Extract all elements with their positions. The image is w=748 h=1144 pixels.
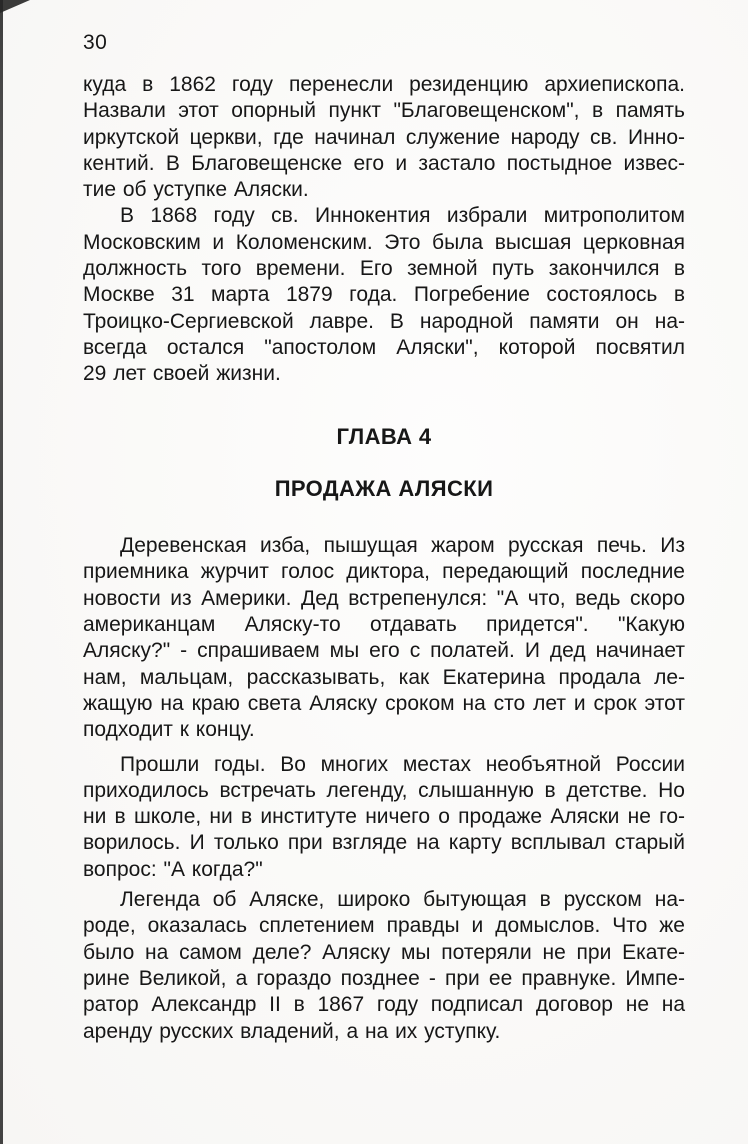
paragraph-line: Деревенская изба, пышущая жаром русская печь. Из: [120, 534, 685, 558]
paragraph: [83, 752, 685, 883]
paragraph-line: новости из Америки. Дед встрепенулся: "А что, ведь скоро: [83, 586, 685, 610]
paragraph: [83, 533, 685, 743]
section-heading: ПРОДАЖА АЛЯСКИ: [274, 475, 494, 501]
paragraph: [83, 203, 685, 387]
paragraph-line: Аляску?" - спрашиваем мы его с полатей. И дед начинает: [83, 639, 685, 663]
paragraph-line: куда в 1862 году перенесли резиденцию архиепископа.: [83, 73, 685, 96]
paragraph-line: всегда остался "апостолом Аляски", которой посвятил: [83, 335, 685, 359]
paragraph-line: Прошли годы. Во многих местах необъятной России: [120, 752, 685, 776]
paragraph-line: рине Великой, а гораздо позднее - при ее правнуке. Импе-: [83, 966, 685, 990]
paragraph-line: Московским и Коломенским. Это была высшая церковная: [83, 230, 685, 254]
paragraph-line: должность того времени. Его земной путь закончился в: [83, 257, 685, 281]
paragraph-line: Легенда об Аляске, широко бытующая в русском на-: [120, 888, 685, 912]
paragraph-line: жащую на краю света Аляску сроком на сто лет и срок этот: [83, 691, 685, 715]
paragraph-line: Троицко-Сергиевской лавре. В народной памяти он на-: [83, 309, 685, 333]
text-column: [83, 72, 685, 1045]
scan-corner-artifact: [0, 0, 30, 13]
paragraph-line: ратор Александр II в 1867 году подписал договор не на: [83, 993, 685, 1017]
paragraph-line: ворилось. И только при взгляде на карту всплывал старый: [83, 831, 685, 855]
paragraph-line: нам, мальцам, рассказывать, как Екатерина продала ле-: [83, 665, 685, 689]
paragraph: [83, 72, 685, 203]
paragraph-line: американцам Аляску-то отдавать придется". "Какую: [83, 613, 685, 637]
paragraph-line: В 1868 году св. Иннокентия избрали митрополитом: [120, 204, 685, 228]
paragraph-line: подходит к концу.: [83, 718, 255, 742]
paragraph-line: тие об уступке Аляски.: [83, 178, 309, 202]
paragraph-line: 29 лет своей жизни.: [83, 362, 281, 386]
paragraph-line: Москве 31 марта 1879 года. Погребение состоялось в: [83, 283, 685, 307]
paragraph-line: вопрос: "А когда?": [83, 857, 263, 881]
paragraph-line: приемника журчит голос диктора, передающий последние: [83, 560, 685, 584]
paragraph-line: приходилось встречать легенду, слышанную в детстве. Но: [83, 778, 685, 802]
paragraph-line: иркутской церкви, где начинал служение народу св. Инно-: [83, 125, 685, 149]
paragraph-line: аренду русских владений, а на их уступку.: [83, 1019, 501, 1043]
scan-edge-artifact: [0, 0, 3, 1144]
paragraph: [83, 887, 685, 1045]
paragraph-line: роде, оказалась сплетением правды и домыслов. Что же: [83, 914, 685, 938]
paragraph-line: ни в школе, ни в институте ничего о продаже Аляски не го-: [83, 805, 685, 829]
paragraph-line: было на самом деле? Аляску мы потеряли не при Екате-: [83, 940, 685, 964]
paragraph-line: кентий. В Благовещенске его и застало постыдное извес-: [83, 151, 685, 175]
page-number: 30: [83, 31, 108, 54]
paragraph-line: Назвали этот опорный пункт "Благовещенском", в память: [83, 99, 685, 123]
chapter-heading: ГЛАВА 4: [336, 423, 432, 449]
